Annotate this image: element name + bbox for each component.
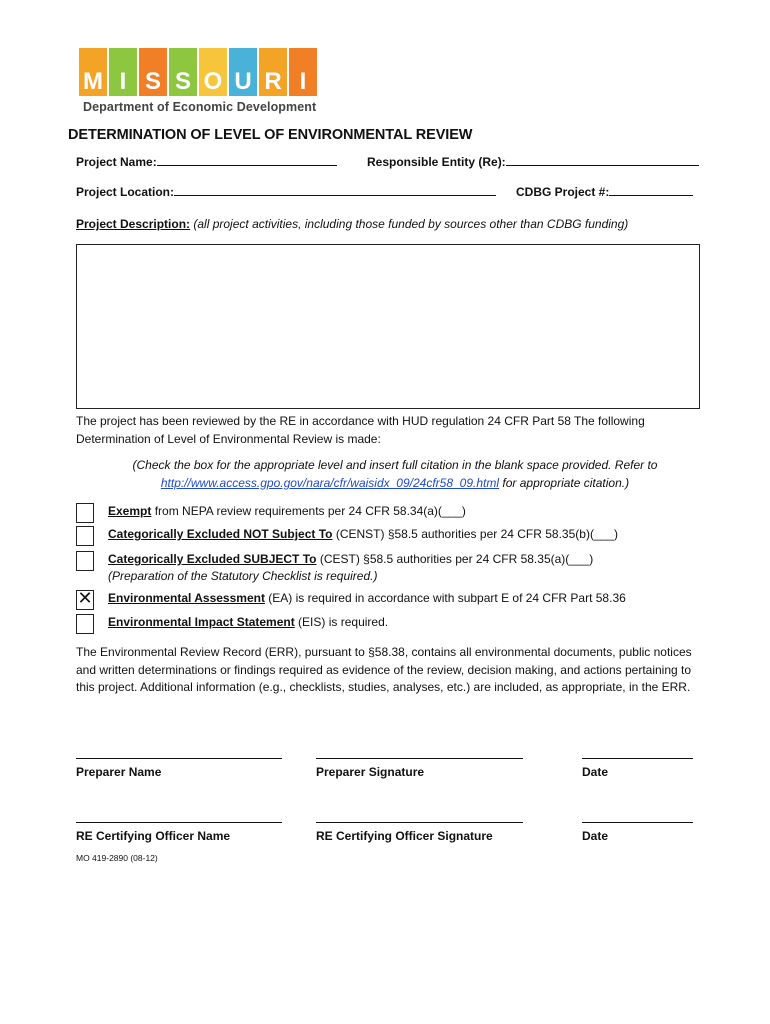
form-number: MO 419-2890 (08-12): [76, 853, 158, 863]
logo-tile-i: I: [109, 48, 137, 96]
cdbg-project-label: CDBG Project #:: [516, 185, 610, 199]
responsible-entity-field[interactable]: [367, 155, 699, 169]
cdbg-project-field[interactable]: [516, 185, 693, 199]
preparer-signature-label: Preparer Signature: [316, 765, 425, 779]
logo-tile-s: S: [139, 48, 167, 96]
officer-name-signature[interactable]: [76, 815, 282, 843]
ea-checkbox-checked[interactable]: [76, 590, 94, 610]
cest-checkbox[interactable]: [76, 551, 94, 571]
officer-signature[interactable]: [316, 815, 523, 843]
officer-name-label: RE Certifying Officer Name: [76, 829, 231, 843]
department-name: Department of Economic Development: [83, 100, 317, 114]
project-name-field[interactable]: [76, 155, 337, 169]
page-title: DETERMINATION OF LEVEL OF ENVIRONMENTAL REVIEW: [68, 127, 473, 143]
logo-tile-r: R: [259, 48, 287, 96]
logo-tile-s2: S: [169, 48, 197, 96]
option-cest-text: Categorically Excluded SUBJECT To (CEST) §58.5 authorities per 24 CFR 58.35(a)(___) (Preparation of the Statutory Checklist is required.): [108, 552, 594, 583]
censt-checkbox[interactable]: [76, 526, 94, 546]
officer-date[interactable]: [582, 815, 693, 843]
preparer-date-line[interactable]: [582, 751, 693, 759]
preparer-name-line[interactable]: [76, 751, 282, 759]
cdbg-project-blank[interactable]: [609, 185, 693, 196]
officer-name-line[interactable]: [76, 815, 282, 823]
logo-tiles: [79, 48, 324, 96]
logo-tile-o: O: [199, 48, 227, 96]
officer-date-label: Date: [582, 829, 609, 843]
exempt-checkbox[interactable]: [76, 503, 94, 523]
officer-signature-line[interactable]: [316, 815, 523, 823]
option-exempt-text: Exempt from NEPA review requirements per 24 CFR 58.34(a)(___): [108, 504, 466, 518]
project-description-note: (all project activities, including those funded by sources other than CDBG funding): [193, 217, 629, 231]
preparer-name-label: Preparer Name: [76, 765, 162, 779]
project-description-heading: [76, 217, 628, 231]
preparer-signature-line[interactable]: [316, 751, 523, 759]
option-ea-text: Environmental Assessment (EA) is required in accordance with subpart E of 24 CFR Part 58.36: [108, 591, 626, 605]
responsible-entity-blank[interactable]: [506, 155, 699, 166]
cest-note: (Preparation of the Statutory Checklist is required.): [108, 569, 378, 583]
preparer-signature[interactable]: [316, 751, 523, 779]
project-location-field[interactable]: [76, 185, 496, 199]
logo-tile-i2: I: [289, 48, 317, 96]
missouri-logo: [79, 48, 324, 116]
err-paragraph: The Environmental Review Record (ERR), pursuant to §58.38, contains all environmental documents, public notices and written determinations or findings required as evidence of the review, decision making, and actions pertaining to this project. Additional information (e.g., checklists, studies, analyses, etc.) are included, as appropriate, in the ERR.: [76, 645, 692, 694]
option-eis-text: Environmental Impact Statement (EIS) is required.: [108, 615, 389, 629]
logo-tile-u: U: [229, 48, 257, 96]
officer-date-line[interactable]: [582, 815, 693, 823]
officer-signature-label: RE Certifying Officer Signature: [316, 829, 493, 843]
citation-link[interactable]: http://www.access.gpo.gov/nara/cfr/waisidx_09/24cfr58_09.html: [160, 476, 500, 490]
eis-checkbox[interactable]: [76, 614, 94, 634]
project-name-blank[interactable]: [157, 155, 337, 166]
option-censt-text: Categorically Excluded NOT Subject To (CENST) §58.5 authorities per 24 CFR 58.35(b)(___): [108, 527, 618, 541]
project-name-label: Project Name:: [76, 155, 157, 169]
project-description-label: Project Description:: [76, 217, 191, 231]
instructions-text: (Check the box for the appropriate level and insert full citation in the blank space provided. Refer to: [132, 458, 658, 472]
project-description-box[interactable]: [76, 244, 700, 409]
instructions: [110, 456, 680, 492]
logo-tile-m: M: [79, 48, 107, 96]
project-location-label: Project Location:: [76, 185, 175, 199]
preparer-date[interactable]: [582, 751, 693, 779]
checked-x-icon: ✕: [77, 588, 93, 609]
instructions-end: for appropriate citation.): [499, 476, 630, 490]
responsible-entity-label: Responsible Entity (Re):: [367, 155, 506, 169]
preparer-name-signature[interactable]: [76, 751, 282, 779]
preparer-date-label: Date: [582, 765, 609, 779]
review-statement: The project has been reviewed by the RE in accordance with HUD regulation 24 CFR Part 58 The following Determination of Level of Environmental Review is made:: [76, 414, 645, 446]
project-location-blank[interactable]: [174, 185, 496, 196]
